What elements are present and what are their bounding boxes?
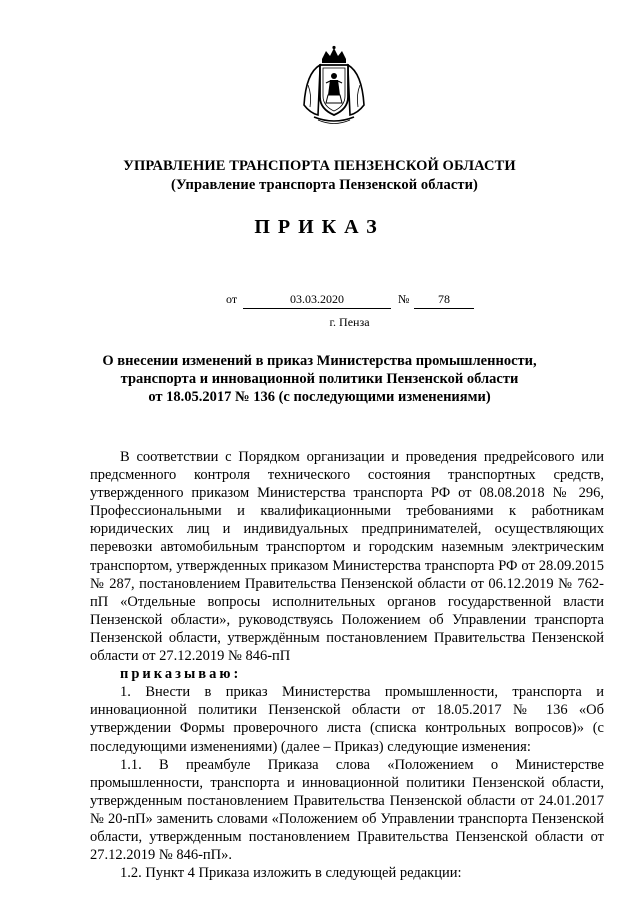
city-label: г. Пенза <box>329 315 370 329</box>
document-body <box>90 448 604 882</box>
organization-short-name: (Управление транспорта Пензенской области) <box>171 177 478 193</box>
item-1: 1. Внести в приказ Министерства промышленности, транспорта и инновационной политики Пензенской области от 18.05.2017 № 136 «Об утверждении Формы проверочного листа (списка контрольных вопросов)» (с последующими изменениями) (далее – Приказ) следующие изменения: <box>90 684 604 755</box>
number-label: № <box>398 292 410 306</box>
subject-line: транспорта и инновационной политики Пензенской области <box>120 371 519 387</box>
date-label: от <box>226 292 238 306</box>
order-word: приказываю: <box>120 666 242 683</box>
preamble-paragraph: В соответствии с Порядком организации и проведения предрейсового или предсменного контроля технического состояния транспортных средств, утвержденного приказом Министерства транспорта РФ от 08.08.2018 № 296, Профессиональными и квалификационными требованиями к работникам юридических лиц и индивидуальных предпринимателей, осуществляющих перевозки автомобильным транспортом и городским наземным электрическим транспортом, утвержденных приказом Министерства транспорта РФ от 28.09.2015 № 287, постановлением Правительства Пензенской области от 06.12.2019 № 762-пП «Отдельные вопросы исполнительных органов государственной власти Пензенской области», руководствуясь Положением об Управлении транспорта Пензенской области, утверждённым постановлением Правительства Пензенской области от 27.12.2019 № 846-пП <box>90 449 604 665</box>
subject-line: О внесении изменений в приказ Министерства промышленности, <box>102 353 537 369</box>
date-number-row <box>0 292 639 312</box>
document-type-title: ПРИКАЗ <box>254 216 385 238</box>
subject-line: от 18.05.2017 № 136 (с последующими изменениями) <box>148 389 491 405</box>
item-1-1: 1.1. В преамбуле Приказа слова «Положением о Министерстве промышленности, транспорта и инновационной политики Пензенской области, утвержденным постановлением Правительства Пензенской области от 24.01.2017 № 20-пП» заменить словами «Положением об Управлении транспорта Пензенской области, утвержденным постановлением Правительства Пензенской области от 27.12.2019 № 846-пП». <box>90 756 604 864</box>
document-subject <box>0 352 639 406</box>
coat-of-arms-icon <box>300 45 368 125</box>
document-date: 03.03.2020 <box>243 292 391 309</box>
organization-name: УПРАВЛЕНИЕ ТРАНСПОРТА ПЕНЗЕНСКОЙ ОБЛАСТИ <box>123 158 516 174</box>
document-number: 78 <box>414 292 474 309</box>
item-1-2: 1.2. Пункт 4 Приказа изложить в следующей редакции: <box>120 865 462 882</box>
